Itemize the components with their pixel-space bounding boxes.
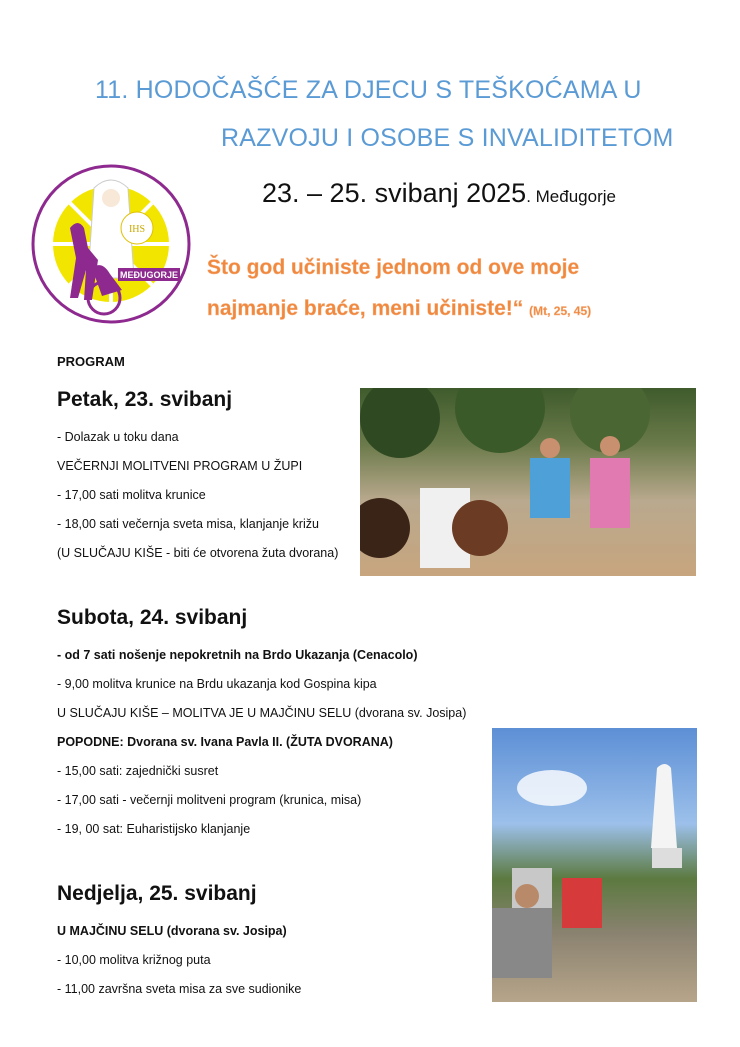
logo-host-text: IHS xyxy=(128,224,146,235)
quote-text: najmanje braće, meni učiniste!“ xyxy=(207,297,524,320)
schedule-line: - od 7 sati nošenje nepokretnih na Brdo Ukazanja (Cenacolo) xyxy=(57,648,418,662)
schedule-line: - 19, 00 sat: Euharistijsko klanjanje xyxy=(57,822,251,836)
event-place: . Međugorje xyxy=(526,187,616,206)
schedule-line: U MAJČINU SELU (dvorana sv. Josipa) xyxy=(57,924,287,938)
quote-line-2 xyxy=(207,297,591,321)
schedule-line: - 10,00 molitva križnog puta xyxy=(57,953,211,967)
schedule-line: - Dolazak u toku dana xyxy=(57,430,179,444)
quote-line-1: Što god učiniste jednom od ove moje xyxy=(207,256,580,279)
event-date xyxy=(262,178,616,209)
day-heading-sunday: Nedjelja, 25. svibanj xyxy=(57,882,257,905)
schedule-line: (U SLUČAJU KIŠE - biti će otvorena žuta dvorana) xyxy=(57,546,339,560)
date-range: 23. – 25. svibanj 2025 xyxy=(262,178,527,208)
schedule-line: POPODNE: Dvorana sv. Ivana Pavla II. (ŽUTA DVORANA) xyxy=(57,735,393,749)
schedule-line: - 17,00 sati molitva krunice xyxy=(57,488,206,502)
schedule-line: - 17,00 sati - večernji molitveni program (krunica, misa) xyxy=(57,793,362,807)
schedule-line: VEČERNJI MOLITVENI PROGRAM U ŽUPI xyxy=(57,459,303,473)
pilgrimage-logo xyxy=(22,158,200,330)
quote-reference: (Mt, 25, 45) xyxy=(529,304,592,318)
day-heading-friday: Petak, 23. svibanj xyxy=(57,388,233,411)
schedule-line: U SLUČAJU KIŠE – MOLITVA JE U MAJČINU SELU (dvorana sv. Josipa) xyxy=(57,706,467,720)
day-heading-saturday: Subota, 24. svibanj xyxy=(57,606,248,629)
title-line-2: RAZVOJU I OSOBE S INVALIDITETOM xyxy=(221,124,674,152)
photo-pilgrims-hill xyxy=(360,388,696,576)
title-line-1: 11. HODOČAŠĆE ZA DJECU S TEŠKOĆAMA U xyxy=(95,76,642,104)
program-label: PROGRAM xyxy=(57,354,125,369)
photo-madonna-statue xyxy=(492,728,697,1002)
schedule-line: - 11,00 završna sveta misa za sve sudionike xyxy=(57,982,302,996)
schedule-line: - 18,00 sati večernja sveta misa, klanjanje križu xyxy=(57,517,319,531)
logo-badge-text: MEĐUGORJE xyxy=(119,270,179,280)
schedule-line: - 9,00 molitva krunice na Brdu ukazanja kod Gospina kipa xyxy=(57,677,377,691)
schedule-line: - 15,00 sati: zajednički susret xyxy=(57,764,219,778)
